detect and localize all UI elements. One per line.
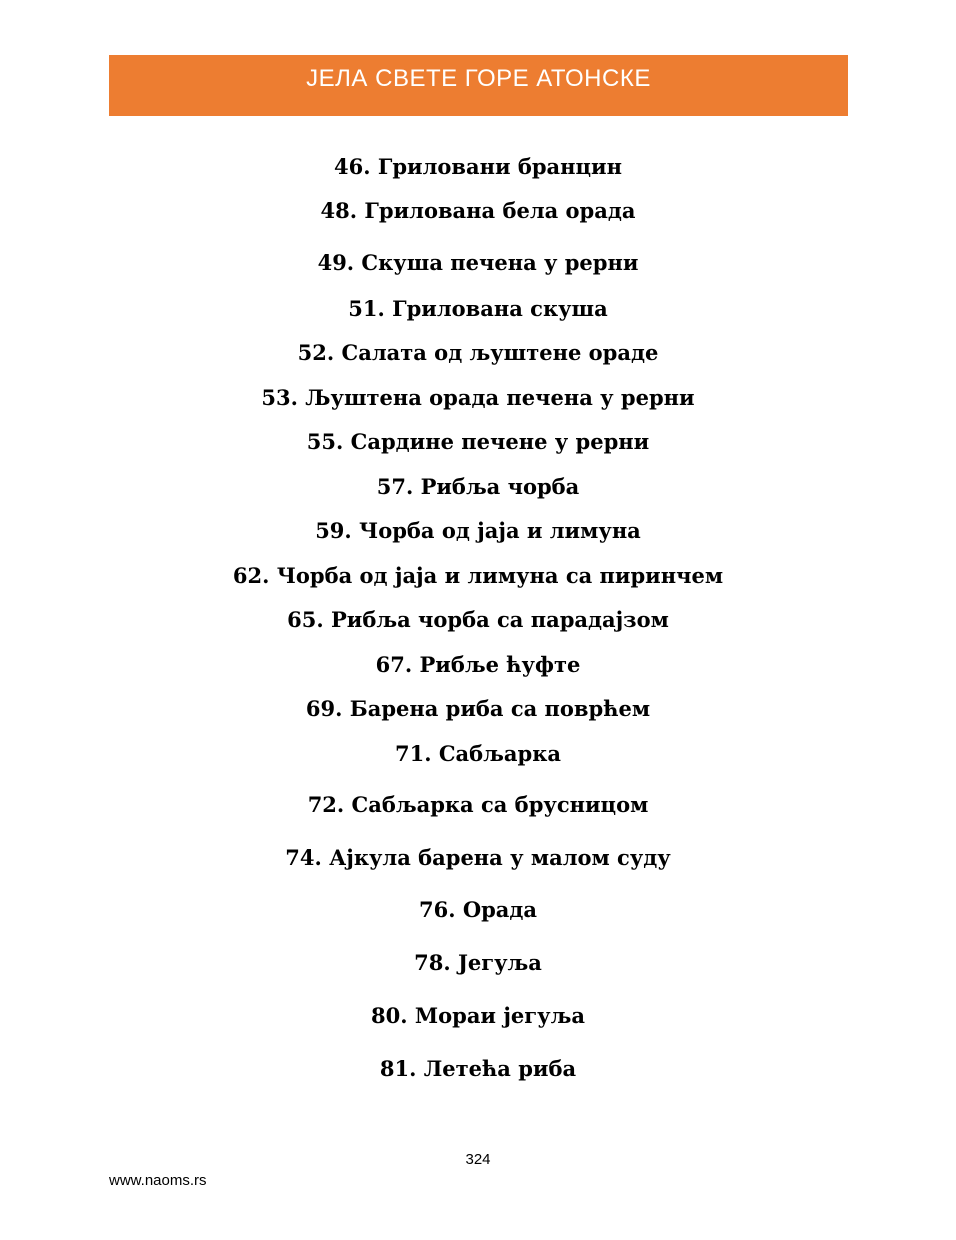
toc-item: 69. Барена риба са поврћем	[305, 696, 651, 721]
footer-website: www.naoms.rs	[109, 1172, 207, 1189]
toc-item: 81. Летећа риба	[379, 1056, 577, 1081]
toc-item: 71. Сабљарка	[395, 741, 561, 766]
book-title: ЈЕЛА СВЕТЕ ГОРЕ АТОНСКЕ	[306, 64, 651, 92]
toc-item: 72. Сабљарка са брусницом	[307, 792, 649, 817]
toc-item: 65. Рибља чорба са парадајзом	[287, 607, 669, 632]
toc-item: 59. Чорба од јаја и лимуна	[315, 518, 641, 543]
toc-item: 80. Мораи јегуља	[371, 1003, 585, 1028]
toc-item: 51. Грилована скуша	[348, 296, 608, 321]
page-number: 324	[465, 1151, 491, 1168]
toc-item: 49. Скуша печена у рерни	[317, 250, 639, 275]
toc-item: 46. Гриловани бранцин	[333, 154, 622, 179]
toc-item: 67. Рибље ћуфте	[375, 652, 581, 677]
toc-item: 78. Јегуља	[414, 950, 542, 975]
toc-item: 52. Салата од љуштене ораде	[297, 340, 659, 365]
toc-item: 76. Орада	[418, 897, 538, 922]
toc-item: 62. Чорба од јаја и лимуна са пиринчем	[232, 563, 724, 588]
toc-item: 48. Грилована бела орада	[320, 198, 636, 223]
toc-item: 55. Сардине печене у рерни	[306, 429, 650, 454]
toc-item: 53. Љуштена орада печена у рерни	[261, 385, 695, 410]
toc-item: 57. Рибља чорба	[376, 474, 580, 499]
toc-item: 74. Ајкула барена у малом суду	[285, 845, 671, 870]
